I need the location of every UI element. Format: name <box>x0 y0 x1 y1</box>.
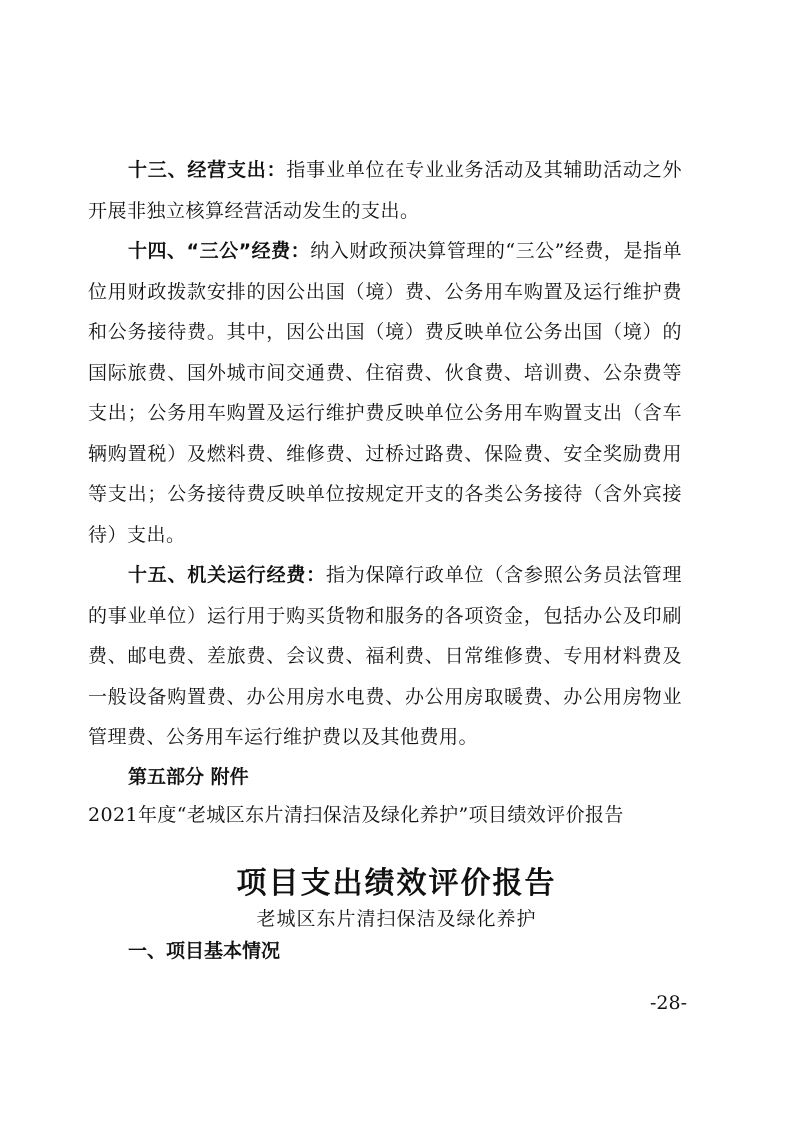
paragraph-operating-expenditure <box>88 150 682 231</box>
definition-three-public-expenses: 纳入财政预决算管理的“三公”经费，是指单位用财政拨款安排的因公出国（境）费、公务用车购置及运行维护费和公务接待费。其中，因公出国（境）费反映单位公务出国（境）的国际旅费、国外城市间交通费、住宿费、伙食费、培训费、公杂费等支出；公务用车购置及运行维护费反映单位公务用车购置支出（含车辆购置税）及燃料费、维修费、过桥过路费、保险费、安全奖励费用等支出；公务接待费反映单位按规定开支的各类公务接待（含外宾接待）支出。 <box>88 240 682 546</box>
paragraph-agency-operating-funds <box>88 555 682 758</box>
paragraph-three-public-expenses <box>88 231 682 555</box>
attachment-title: 2021年度“老城区东片清扫保洁及绿化养护”项目绩效评价报告 <box>88 803 624 826</box>
document-body <box>88 150 682 834</box>
report-section-basic-info: 一、项目基本情况 <box>128 940 281 962</box>
definition-operating-expenditure: 指事业单位在专业业务活动及其辅助活动之外开展非独立核算经营活动发生的支出。 <box>88 159 682 222</box>
term-agency-operating-funds: 十五、机关运行经费： <box>128 564 326 586</box>
term-three-public-expenses: 十四、“三公”经费： <box>128 240 311 262</box>
definition-agency-operating-funds: 指为保障行政单位（含参照公务员法管理的事业单位）运行用于购买货物和服务的各项资金，包括办公及印刷费、邮电费、差旅费、会议费、福利费、日常维修费、专用材料费及一般设备购置费、办公用房水电费、办公用房取暖费、办公用房物业管理费、公务用车运行维护费以及其他费用。 <box>88 564 682 748</box>
report-subtitle: 老城区东片清扫保洁及绿化养护 <box>256 908 537 930</box>
term-operating-expenditure: 十三、经营支出： <box>128 159 287 181</box>
section-heading-attachments: 第五部分 附件 <box>128 765 249 788</box>
report-title: 项目支出绩效评价报告 <box>236 866 557 901</box>
page-number: -28- <box>649 992 687 1014</box>
